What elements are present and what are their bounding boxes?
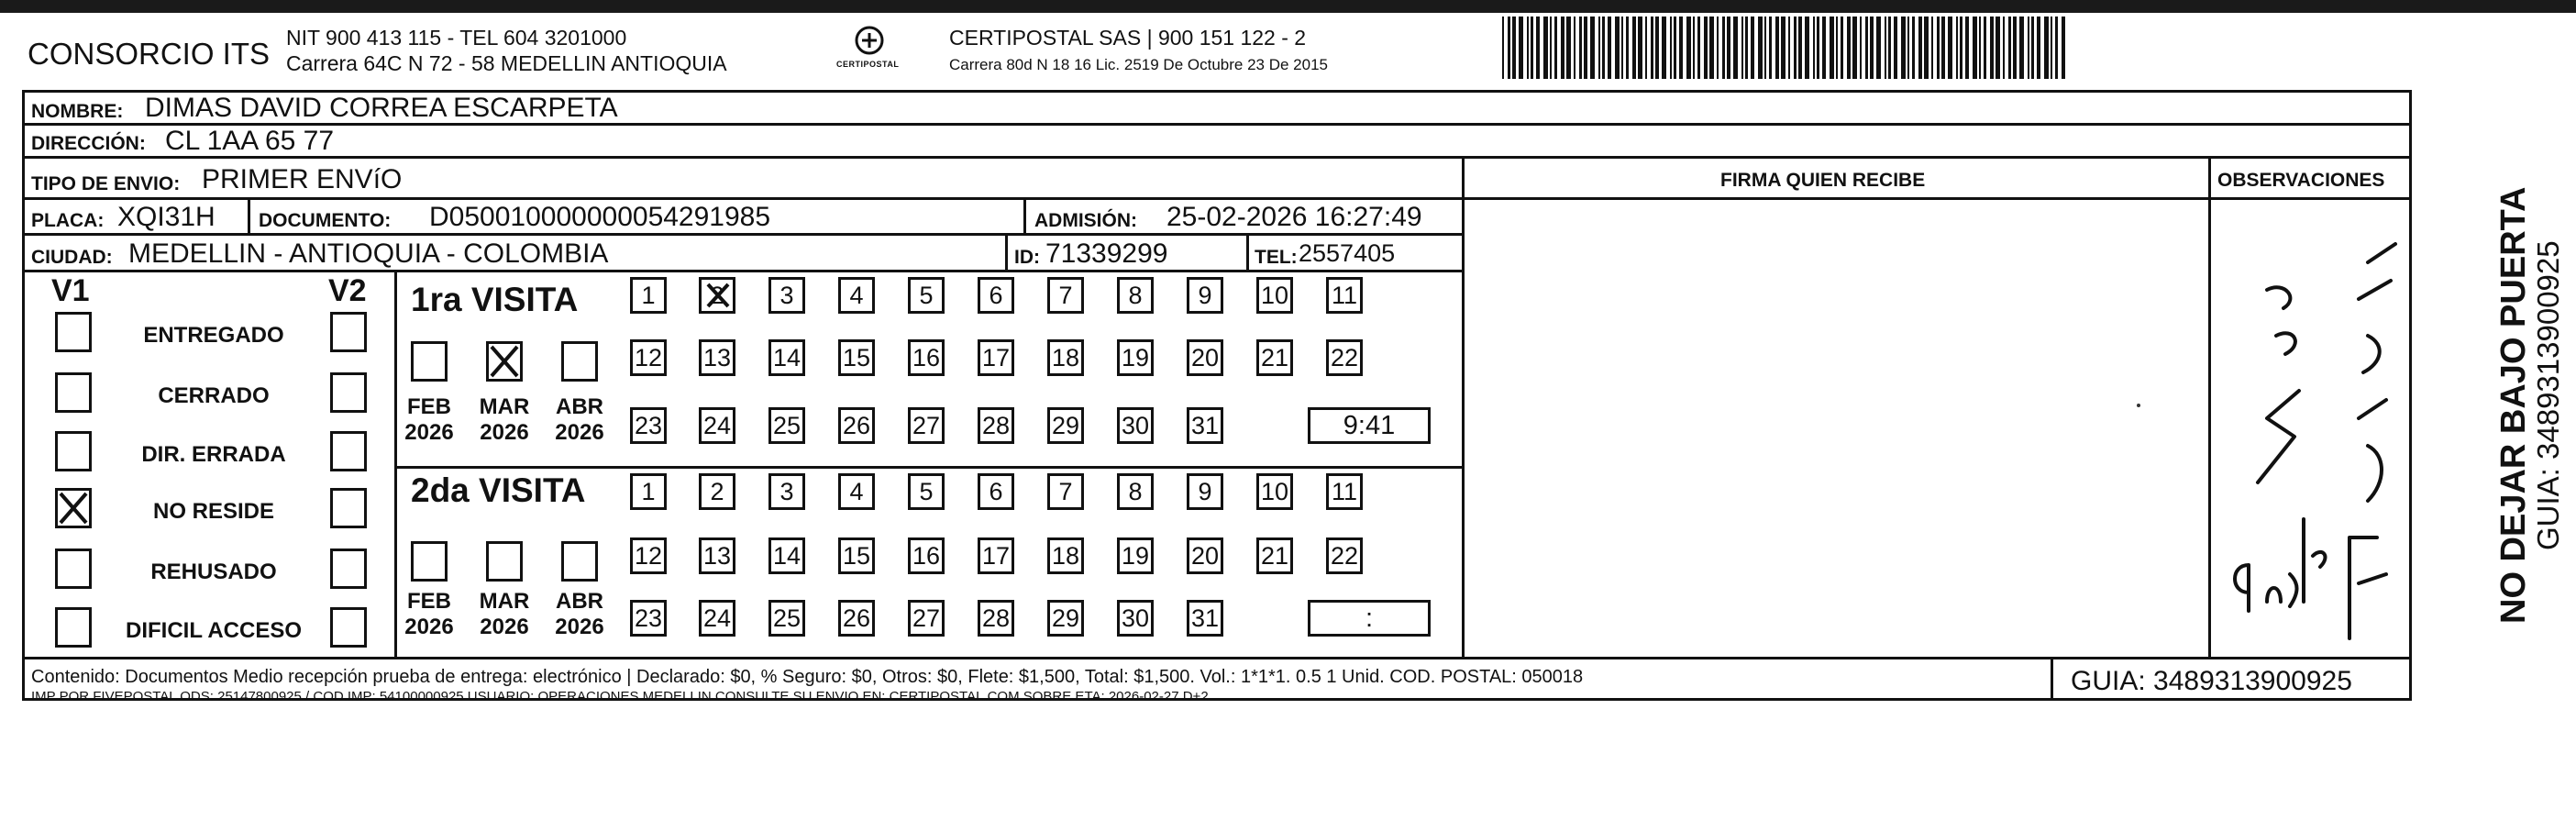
month-checkbox[interactable] xyxy=(561,341,598,382)
barcode-bar xyxy=(1602,17,1605,79)
barcode-bar xyxy=(1775,17,1779,79)
barcode-bar xyxy=(1645,17,1647,79)
barcode-bar xyxy=(1901,17,1906,79)
barcode-bar xyxy=(1519,17,1523,79)
barcode-bar xyxy=(1561,17,1564,79)
barcode-bar xyxy=(1722,17,1725,79)
tel-label: TEL: xyxy=(1255,247,1298,268)
day-box[interactable]: 13 xyxy=(699,339,735,376)
day-box[interactable]: 18 xyxy=(1047,537,1084,574)
day-box[interactable]: 7 xyxy=(1047,473,1084,510)
time-box[interactable]: 9:41 xyxy=(1308,407,1431,444)
handwriting-graphic xyxy=(2212,207,2414,657)
barcode-bar xyxy=(1638,17,1642,79)
barcode-bar xyxy=(1965,17,1969,79)
day-box[interactable]: 27 xyxy=(908,407,945,444)
v1-checkbox[interactable] xyxy=(55,549,92,589)
barcode-bar xyxy=(1508,17,1510,79)
day-box[interactable]: 11 xyxy=(1326,473,1363,510)
firma-separator xyxy=(1462,158,1465,659)
barcode-bar xyxy=(2044,17,2049,79)
barcode xyxy=(1502,17,2071,79)
day-box[interactable]: 14 xyxy=(768,537,805,574)
barcode-bar xyxy=(1841,17,1843,79)
barcode-bar xyxy=(1948,17,1952,79)
barcode-bar xyxy=(1717,17,1719,79)
barcode-bar xyxy=(1941,17,1945,79)
barcode-bar xyxy=(1996,17,2000,79)
month-label: MAR 2026 xyxy=(479,394,530,445)
visit-title: 1ra VISITA xyxy=(411,281,579,318)
barcode-bar xyxy=(1894,17,1897,79)
direccion-value: CL 1AA 65 77 xyxy=(165,126,335,156)
barcode-bar xyxy=(1745,17,1748,79)
day-box[interactable]: 31 xyxy=(1187,600,1223,637)
status-label: CERRADO xyxy=(158,383,270,408)
barcode-bar xyxy=(2003,17,2005,79)
barcode-bar xyxy=(1621,17,1623,79)
month-checkbox[interactable] xyxy=(411,341,448,382)
logo-text: CERTIPOSTAL xyxy=(836,60,900,69)
barcode-bar xyxy=(2008,17,2011,79)
row-line xyxy=(22,156,2412,159)
month-checkbox[interactable] xyxy=(411,541,448,582)
barcode-bar xyxy=(1512,17,1516,79)
barcode-bar xyxy=(2028,17,2029,79)
barcode-bar xyxy=(1960,17,1962,79)
day-box[interactable]: 4 xyxy=(838,277,875,314)
guia-separator xyxy=(2051,659,2053,701)
status-label: DIR. ERRADA xyxy=(141,442,286,467)
tipo-value: PRIMER ENVíO xyxy=(202,164,403,194)
day-box[interactable]: 30 xyxy=(1117,407,1154,444)
footer-guia: GUIA: 3489313900925 xyxy=(2071,666,2352,696)
row-line xyxy=(22,657,2412,659)
status-label: ENTREGADO xyxy=(143,323,284,348)
documento-label: DOCUMENTO: xyxy=(259,210,392,231)
barcode-bar xyxy=(1697,17,1700,79)
v2-checkbox[interactable] xyxy=(330,488,367,528)
day-box[interactable]: 9 xyxy=(1187,277,1223,314)
month-label: FEB 2026 xyxy=(404,589,454,639)
day-box[interactable]: 10 xyxy=(1256,473,1293,510)
no-dejar-bajo-puerta: NO DEJAR BAJO PUERTA xyxy=(2494,186,2533,624)
admision-separator xyxy=(1023,197,1026,235)
barcode-bar xyxy=(1788,17,1790,79)
month-label: ABR 2026 xyxy=(555,589,604,639)
status-separator xyxy=(394,271,397,659)
admision-value: 25-02-2026 16:27:49 xyxy=(1166,202,1422,232)
imp-text: IMP POR FIVEPOSTAL ODS: 25147800925 / COD.IMP: 54100000925 USUARIO: OPERACIONES MEDELLIN CONSULTE SU ENVIO EN: CERTIPOSTAL.COM SOBRE ETA: 2026-02-27 D+2 xyxy=(31,689,1209,704)
barcode-bar xyxy=(1550,17,1552,79)
day-mark-icon xyxy=(704,281,732,310)
day-box[interactable]: 28 xyxy=(978,407,1014,444)
barcode-bar xyxy=(1973,17,1977,79)
day-box[interactable]: 7 xyxy=(1047,277,1084,314)
barcode-bar xyxy=(1590,17,1595,79)
day-box[interactable]: 22 xyxy=(1326,339,1363,376)
day-box[interactable]: 14 xyxy=(768,339,805,376)
barcode-bar xyxy=(1543,17,1548,79)
ciudad-value: MEDELLIN - ANTIOQUIA - COLOMBIA xyxy=(128,238,609,269)
day-box[interactable]: 6 xyxy=(978,277,1014,314)
barcode-bar xyxy=(1870,17,1874,79)
barcode-bar xyxy=(1822,17,1826,79)
barcode-bar xyxy=(1798,17,1802,79)
barcode-bar xyxy=(1931,17,1933,79)
day-box[interactable]: 23 xyxy=(630,600,667,637)
barcode-bar xyxy=(1733,17,1738,79)
day-box[interactable]: 16 xyxy=(908,537,945,574)
direccion-label: DIRECCIÓN: xyxy=(31,133,146,154)
day-box[interactable]: 15 xyxy=(838,537,875,574)
barcode-bar xyxy=(1781,17,1786,79)
day-box[interactable]: 30 xyxy=(1117,600,1154,637)
barcode-bar xyxy=(1662,17,1666,79)
day-box[interactable]: 17 xyxy=(978,537,1014,574)
barcode-bar xyxy=(1679,17,1683,79)
day-box[interactable]: 13 xyxy=(699,537,735,574)
barcode-bar xyxy=(1674,17,1676,79)
ciudad-label: CIUDAD: xyxy=(31,247,113,268)
barcode-bar xyxy=(1626,17,1629,79)
barcode-bar xyxy=(2013,17,2017,79)
day-box[interactable]: 18 xyxy=(1047,339,1084,376)
v2-label: V2 xyxy=(328,273,367,308)
month-check-mark-icon xyxy=(488,343,521,380)
barcode-bar xyxy=(1727,17,1730,79)
status-label: REHUSADO xyxy=(150,560,277,584)
day-box[interactable]: 2 xyxy=(699,277,735,314)
day-box[interactable]: 1 xyxy=(630,473,667,510)
barcode-bar xyxy=(1847,17,1851,79)
day-box[interactable]: 27 xyxy=(908,600,945,637)
barcode-bar xyxy=(1794,17,1797,79)
day-box[interactable]: 21 xyxy=(1256,339,1293,376)
day-box[interactable]: 29 xyxy=(1047,600,1084,637)
side-guia: GUIA: 3489313900925 xyxy=(2531,240,2565,550)
day-box[interactable]: 25 xyxy=(768,600,805,637)
day-box[interactable]: 19 xyxy=(1117,537,1154,574)
placa-label: PLACA: xyxy=(31,210,105,231)
barcode-bar xyxy=(1598,17,1600,79)
barcode-bar xyxy=(1615,17,1620,79)
barcode-bar xyxy=(1554,17,1557,79)
day-box[interactable]: 21 xyxy=(1256,537,1293,574)
v1-label: V1 xyxy=(51,273,90,308)
day-box[interactable]: 26 xyxy=(838,407,875,444)
barcode-bar xyxy=(1865,17,1868,79)
row-line xyxy=(22,123,2412,126)
barcode-bar xyxy=(1741,17,1743,79)
v2-checkbox[interactable] xyxy=(330,607,367,648)
company-address: Carrera 64C N 72 - 58 MEDELLIN ANTIOQUIA xyxy=(286,51,727,75)
id-value: 71339299 xyxy=(1045,238,1168,269)
visit-title: 2da VISITA xyxy=(411,471,586,509)
barcode-bar xyxy=(1655,17,1659,79)
firma-label: FIRMA QUIEN RECIBE xyxy=(1720,170,1926,191)
barcode-bar xyxy=(1813,17,1815,79)
day-box[interactable]: 22 xyxy=(1326,537,1363,574)
barcode-bar xyxy=(2037,17,2040,79)
day-box[interactable]: 19 xyxy=(1117,339,1154,376)
day-box[interactable]: 25 xyxy=(768,407,805,444)
day-box[interactable]: 23 xyxy=(630,407,667,444)
month-checkbox[interactable] xyxy=(561,541,598,582)
barcode-bar xyxy=(1608,17,1611,79)
observaciones-label: OBSERVACIONES xyxy=(2217,170,2385,191)
placa-value: XQI31H xyxy=(117,202,216,232)
visit-separator xyxy=(394,466,1464,469)
day-box[interactable]: 3 xyxy=(768,277,805,314)
day-box[interactable]: 4 xyxy=(838,473,875,510)
barcode-graphic xyxy=(1502,17,2071,79)
nombre-value: DIMAS DAVID CORREA ESCARPETA xyxy=(145,93,618,123)
day-box[interactable]: 1 xyxy=(630,277,667,314)
tipo-label: TIPO DE ENVIO: xyxy=(31,173,181,194)
company-name: CONSORCIO ITS xyxy=(28,37,271,71)
barcode-bar xyxy=(1888,17,1891,79)
v2-checkbox[interactable] xyxy=(330,372,367,413)
barcode-bar xyxy=(1579,17,1582,79)
barcode-bar xyxy=(1502,17,1504,79)
barcode-bar xyxy=(1918,17,1922,79)
row-line xyxy=(22,197,2412,200)
barcode-bar xyxy=(2062,17,2065,79)
barcode-bar xyxy=(1651,17,1653,79)
nit-tel: NIT 900 413 115 - TEL 604 3201000 xyxy=(286,26,627,50)
barcode-bar xyxy=(2031,17,2034,79)
barcode-bar xyxy=(1670,17,1672,79)
barcode-bar xyxy=(2051,17,2052,79)
barcode-bar xyxy=(1686,17,1691,79)
v1-checkbox[interactable] xyxy=(55,372,92,413)
barcode-bar xyxy=(1758,17,1763,79)
barcode-bar xyxy=(1830,17,1834,79)
month-checkbox[interactable] xyxy=(486,541,523,582)
contenido-text: Contenido: Documentos Medio recepción prueba de entrega: electrónico | Declarado: $0, % Seguro: $0, Otros: $0, Flete: $1,500, Total: $1,500. Vol.: 1*1*1. 0.5 1 Unid. COD. POSTAL: 050018 xyxy=(31,667,1584,687)
day-box[interactable]: 2 xyxy=(699,473,735,510)
day-box[interactable]: 16 xyxy=(908,339,945,376)
day-box[interactable]: 10 xyxy=(1256,277,1293,314)
day-box[interactable]: 12 xyxy=(630,537,667,574)
day-box[interactable]: 9 xyxy=(1187,473,1223,510)
certipostal-address: Carrera 80d N 18 16 Lic. 2519 De Octubre 23 De 2015 xyxy=(949,56,1328,73)
tel-separator xyxy=(1246,235,1249,271)
day-box[interactable]: 11 xyxy=(1326,277,1363,314)
barcode-bar xyxy=(1907,17,1909,79)
barcode-bar xyxy=(1860,17,1862,79)
month-label: FEB 2026 xyxy=(404,394,454,445)
day-box[interactable]: 17 xyxy=(978,339,1014,376)
barcode-bar xyxy=(1852,17,1857,79)
handwritten-observation xyxy=(2212,207,2414,657)
barcode-bar xyxy=(1769,17,1772,79)
barcode-bar xyxy=(1632,17,1636,79)
v2-checkbox[interactable] xyxy=(330,312,367,352)
barcode-bar xyxy=(1704,17,1708,79)
tel-value: 2557405 xyxy=(1299,239,1396,267)
day-box[interactable]: 26 xyxy=(838,600,875,637)
time-box[interactable]: : xyxy=(1308,600,1431,637)
barcode-bar xyxy=(1527,17,1529,79)
day-box[interactable]: 24 xyxy=(699,600,735,637)
barcode-bar xyxy=(1924,17,1929,79)
certipostal-name: CERTIPOSTAL SAS | 900 151 122 - 2 xyxy=(949,26,1307,50)
v1-checkbox[interactable] xyxy=(55,431,92,471)
day-box[interactable]: 5 xyxy=(908,473,945,510)
day-box[interactable]: 6 xyxy=(978,473,1014,510)
barcode-bar xyxy=(1990,17,1994,79)
top-border xyxy=(0,0,2576,13)
v1-checkbox[interactable] xyxy=(55,607,92,648)
ink-dot xyxy=(2137,404,2140,407)
barcode-bar xyxy=(1984,17,1986,79)
barcode-bar xyxy=(1885,17,1886,79)
day-box[interactable]: 8 xyxy=(1117,277,1154,314)
barcode-bar xyxy=(2019,17,2024,79)
barcode-bar xyxy=(1693,17,1695,79)
barcode-bar xyxy=(1566,17,1571,79)
placa-separator xyxy=(248,197,250,235)
month-label: ABR 2026 xyxy=(555,394,604,445)
day-box[interactable]: 29 xyxy=(1047,407,1084,444)
documento-value: D050010000000054291985 xyxy=(429,202,771,232)
barcode-bar xyxy=(1751,17,1754,79)
barcode-bar xyxy=(1584,17,1587,79)
barcode-bar xyxy=(1709,17,1714,79)
day-box[interactable]: 20 xyxy=(1187,537,1223,574)
v1-checkbox[interactable] xyxy=(55,312,92,352)
day-box[interactable]: 24 xyxy=(699,407,735,444)
status-label: DIFICIL ACCESO xyxy=(125,618,302,643)
barcode-bar xyxy=(1805,17,1809,79)
barcode-bar xyxy=(2055,17,2058,79)
day-box[interactable]: 20 xyxy=(1187,339,1223,376)
status-label: NO RESIDE xyxy=(152,499,275,524)
barcode-bar xyxy=(1876,17,1881,79)
barcode-bar xyxy=(1764,17,1766,79)
barcode-bar xyxy=(1531,17,1533,79)
day-box[interactable]: 5 xyxy=(908,277,945,314)
day-box[interactable]: 3 xyxy=(768,473,805,510)
v1-check-mark-icon xyxy=(57,490,90,526)
barcode-bar xyxy=(1574,17,1575,79)
id-separator xyxy=(1005,235,1008,271)
day-box[interactable]: 28 xyxy=(978,600,1014,637)
v2-checkbox[interactable] xyxy=(330,549,367,589)
v2-checkbox[interactable] xyxy=(330,431,367,471)
month-label: MAR 2026 xyxy=(479,589,530,639)
barcode-bar xyxy=(1536,17,1540,79)
nombre-label: NOMBRE: xyxy=(31,101,124,122)
barcode-bar xyxy=(1979,17,1981,79)
certipostal-logo xyxy=(836,24,900,75)
barcode-bar xyxy=(1956,17,1958,79)
day-box[interactable]: 12 xyxy=(630,339,667,376)
day-box[interactable]: 31 xyxy=(1187,407,1223,444)
barcode-bar xyxy=(1817,17,1819,79)
day-box[interactable]: 15 xyxy=(838,339,875,376)
barcode-bar xyxy=(1912,17,1915,79)
barcode-bar xyxy=(1836,17,1838,79)
observaciones-separator xyxy=(2208,158,2211,659)
barcode-bar xyxy=(1937,17,1940,79)
admision-label: ADMISIÓN: xyxy=(1034,210,1137,231)
id-label: ID: xyxy=(1014,247,1040,268)
day-box[interactable]: 8 xyxy=(1117,473,1154,510)
